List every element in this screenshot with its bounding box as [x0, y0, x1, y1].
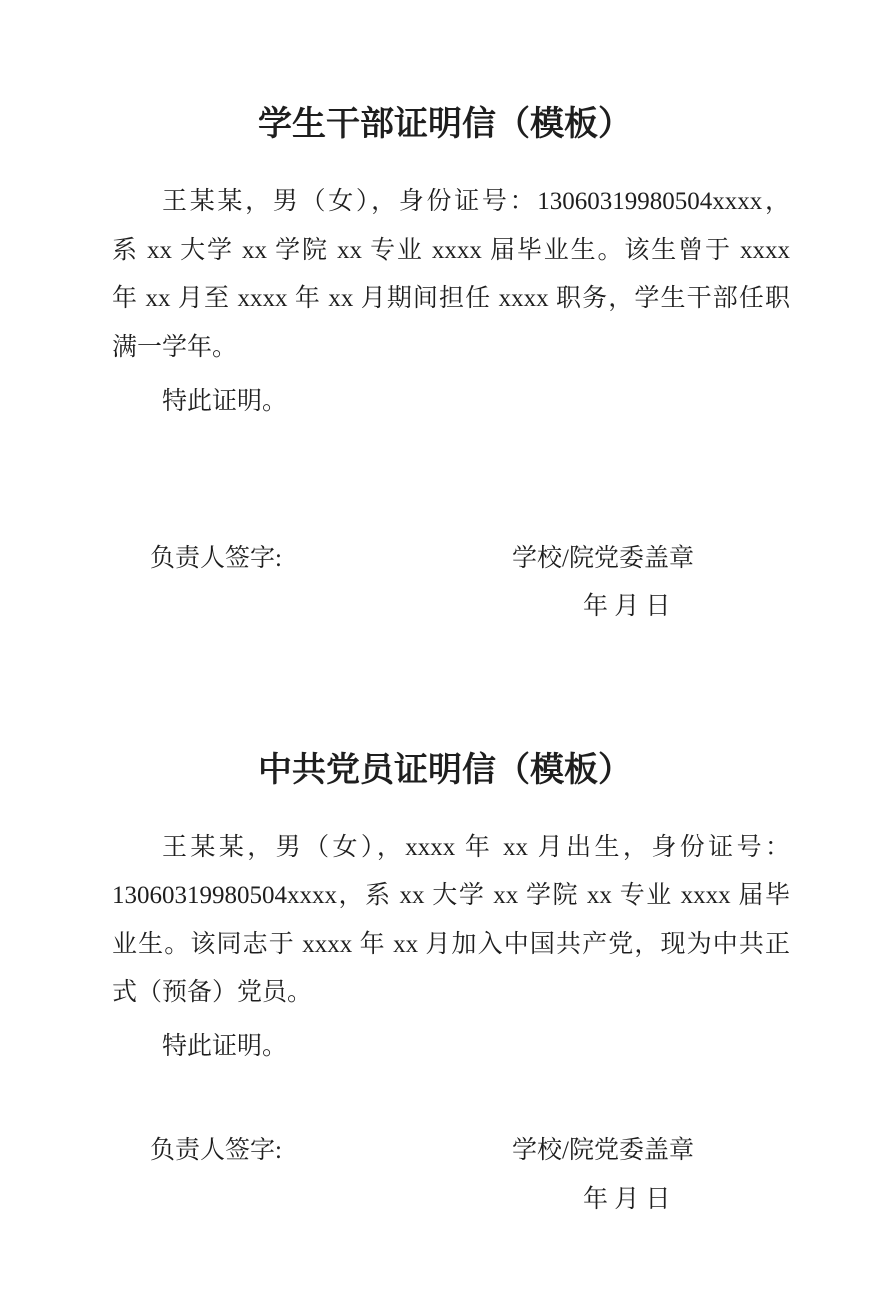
doc2-line-4: 式（预备）党员。	[112, 979, 313, 1006]
doc2-line-3: 业生。该同志于 xxxx 年 xx 月加入中国共产党，现为中共正	[112, 930, 790, 958]
doc1-line-3: 年 xx 月至 xxxx 年 xx 月期间担任 xxxx 职务，学生干部任职	[112, 285, 790, 312]
doc1-line-4: 满一学年。	[112, 333, 238, 361]
certificate-student-cadre	[0, 0, 890, 632]
doc2-title: 中共党员证明信（模板）	[258, 751, 632, 789]
doc2-line-2: 13060319980504xxxx，系 xx 大学 xx 学院 xx 专业 xxxx 届毕	[112, 882, 790, 909]
doc1-closing-paragraph	[112, 378, 790, 427]
doc1-line-2: 系 xx 大学 xx 学院 xx 专业 xxxx 届毕业生。该生曾于 xxxx	[112, 236, 790, 264]
doc2-signature-row	[0, 1127, 890, 1176]
doc1-stamp-label: 学校/院党委盖章	[512, 544, 694, 572]
doc2-signer-label: 负责人签字:	[150, 1137, 282, 1164]
doc1-date-row	[0, 583, 890, 632]
doc1-main-paragraph	[112, 178, 790, 372]
doc1-date-placeholder: 年 月 日	[583, 593, 671, 620]
doc1-closing-line: 特此证明。	[162, 388, 288, 415]
doc1-title: 学生干部证明信（模板）	[258, 106, 632, 143]
doc1-line-1: 王某某，男（女），身份证号：13060319980504xxxx，	[162, 188, 790, 215]
doc1-signature-row	[0, 535, 890, 584]
doc2-date-placeholder: 年 月 日	[583, 1185, 671, 1213]
doc2-date-row	[0, 1176, 890, 1225]
certificate-party-member	[0, 749, 890, 1225]
doc2-closing-paragraph	[112, 1023, 790, 1072]
doc2-stamp-label: 学校/院党委盖章	[512, 1137, 694, 1164]
doc2-closing-line: 特此证明。	[162, 1032, 288, 1060]
doc2-main-paragraph	[112, 824, 790, 1018]
doc2-line-1: 王某某，男（女），xxxx 年 xx 月出生，身份证号：	[162, 833, 790, 861]
doc1-signer-label: 负责人签字:	[150, 544, 282, 572]
